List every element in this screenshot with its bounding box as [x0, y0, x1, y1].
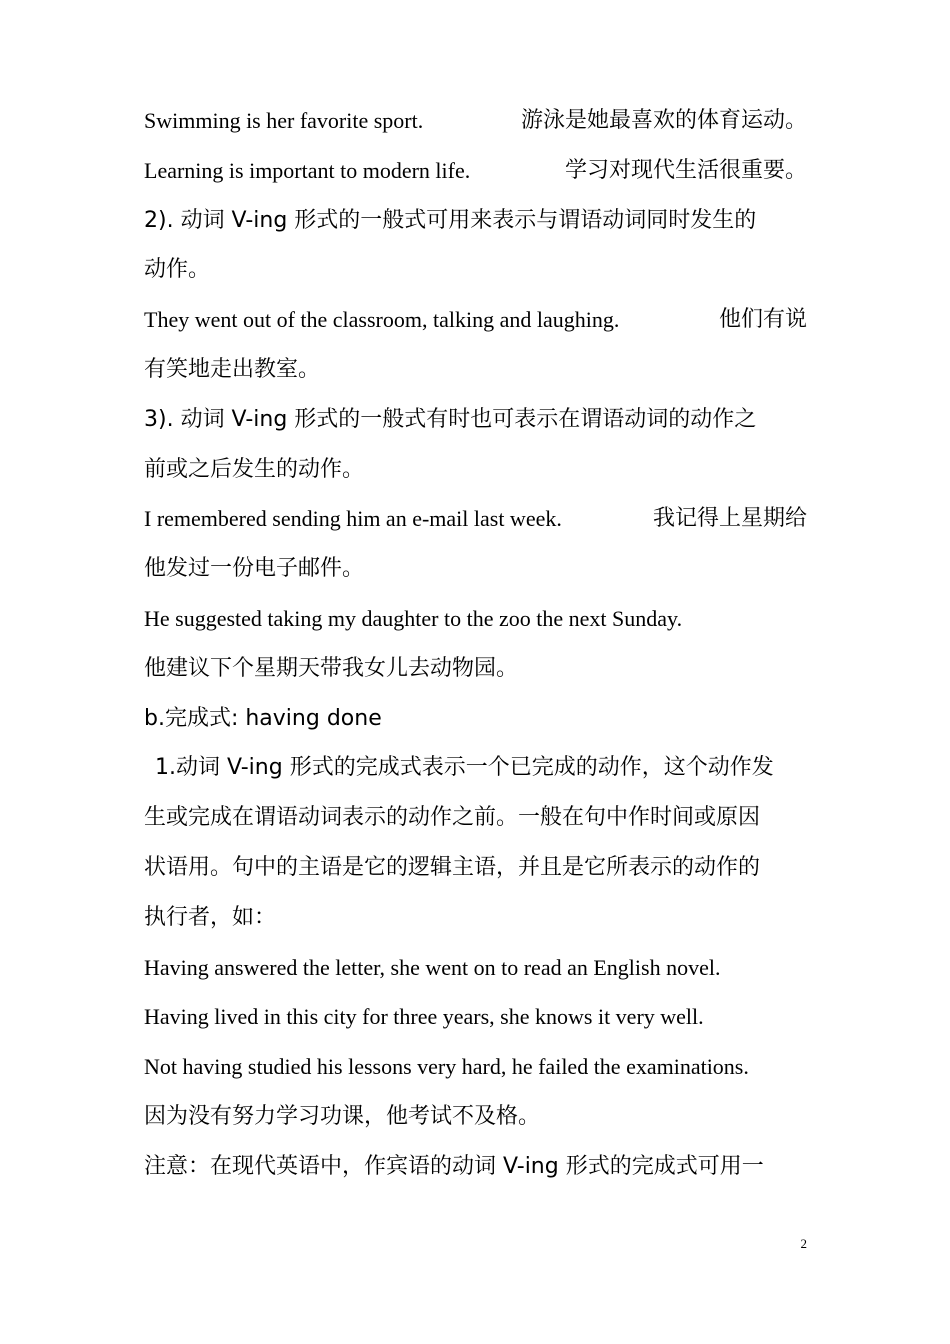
english-sentence: Swimming is her favorite sport. [144, 108, 424, 133]
example-line [144, 295, 807, 345]
chinese-translation-continued: 有笑地走出教室。 [144, 356, 321, 382]
english-sentence: I remembered sending him an e-mail last week. [144, 506, 562, 532]
note-line: 注意：在现代英语中，作宾语的动词 V-ing 形式的完成式可用一 [144, 1153, 764, 1179]
english-sentence: They went out of the classroom, talking and laughing. [144, 307, 620, 333]
chinese-translation: 游泳是她最喜欢的体育运动。 [520, 108, 807, 133]
rule-heading-continued: 动作。 [144, 257, 211, 283]
paragraph-line: 状语用。句中的主语是它的逻辑主语，并且是它所表示的动作的 [144, 854, 761, 880]
chinese-translation: 他们有说 [718, 307, 807, 333]
english-sentence: Not having studied his lessons very hard, he failed the examinations. [144, 1054, 749, 1080]
section-heading: b.完成式: having done [144, 705, 382, 731]
example-line [144, 494, 807, 544]
paragraph-line: 生或完成在谓语动词表示的动作之前。一般在句中作时间或原因 [144, 805, 761, 831]
example-line [144, 146, 807, 196]
english-sentence: Learning is important to modern life. [144, 157, 471, 183]
chinese-translation: 因为没有努力学习功课，他考试不及格。 [144, 1103, 541, 1129]
paragraph-line: 1.动词 V-ing 形式的完成式表示一个已完成的动作，这个动作发 [155, 755, 774, 781]
page-number: 2 [800, 1236, 807, 1251]
english-sentence: Having answered the letter, she went on to read an English novel. [144, 954, 721, 980]
chinese-translation-continued: 他发过一份电子邮件。 [144, 556, 365, 582]
english-sentence: He suggested taking my daughter to the zoo the next Sunday. [144, 605, 683, 631]
english-sentence: Having lived in this city for three years, she knows it very well. [144, 1004, 704, 1030]
chinese-translation: 学习对现代生活很重要。 [564, 157, 807, 183]
chinese-translation: 我记得上星期给 [652, 506, 807, 532]
paragraph-line: 执行者，如： [144, 904, 277, 930]
chinese-translation: 他建议下个星期天带我女儿去动物园。 [144, 655, 519, 681]
document-body [144, 96, 807, 1192]
rule-heading-continued: 前或之后发生的动作。 [144, 456, 365, 482]
rule-heading: 2). 动词 V-ing 形式的一般式可用来表示与谓语动词同时发生的 [144, 207, 757, 233]
example-line [144, 96, 807, 146]
rule-heading: 3). 动词 V-ing 形式的一般式有时也可表示在谓语动词的动作之 [144, 406, 757, 432]
